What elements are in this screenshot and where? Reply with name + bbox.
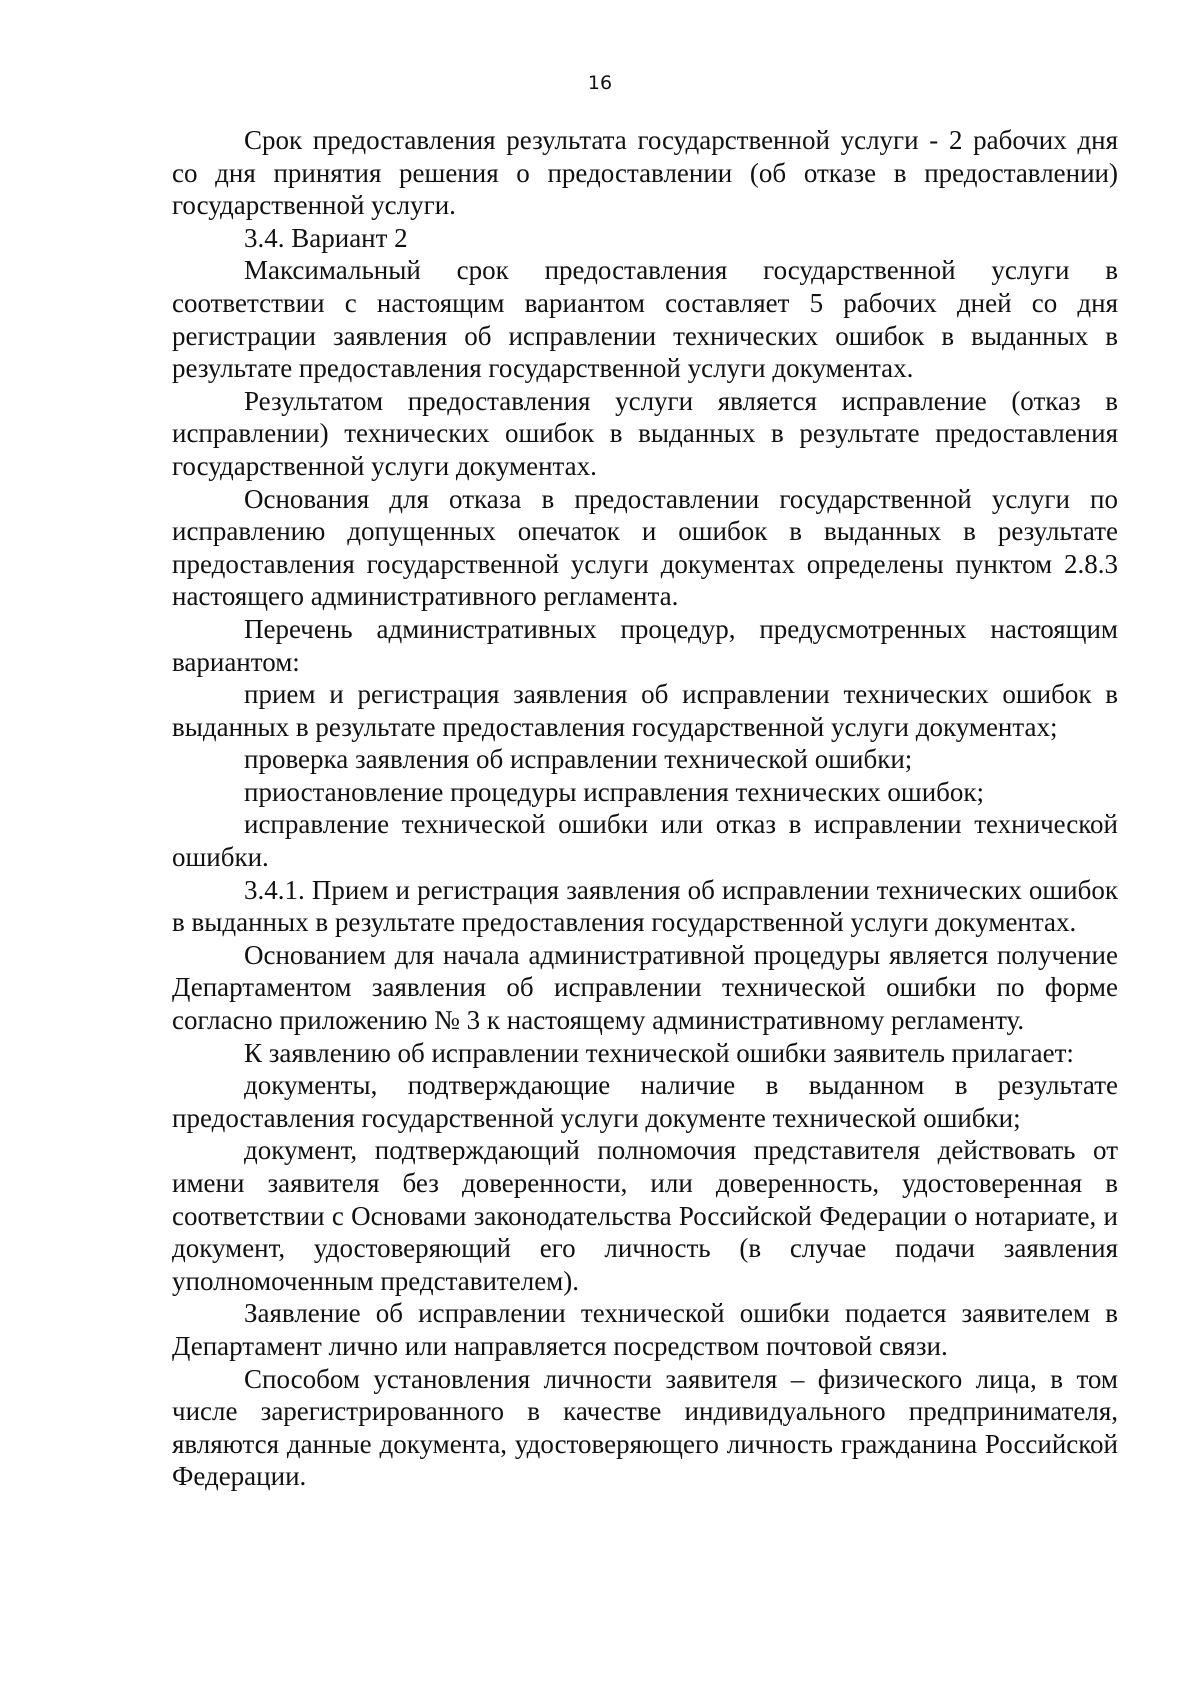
paragraph-procedure-basis: Основанием для начала административной процедуры является получение Департаментом заявления об исправлении технической ошибки по форме согласно приложению № 3 к настоящему административному регламенту. <box>172 939 1118 1036</box>
list-item-procedure-check: проверка заявления об исправлении технической ошибки; <box>244 744 913 775</box>
paragraph-max-term: Максимальный срок предоставления государственной услуги в соответствии с настоящим вариантом составляет 5 рабочих дней со дня регистрации заявления об исправлении технических ошибок в выданных в результате предоставления государственной услуги документах. <box>172 255 1118 384</box>
section-heading-3-4: 3.4. Вариант 2 <box>244 222 408 253</box>
page-number: 16 <box>587 72 613 94</box>
paragraph-result-term: Срок предоставления результата государственной услуги - 2 рабочих дня со дня принятия решения о предоставлении (об отказе в предоставлении) государственной услуги. <box>172 125 1118 221</box>
paragraph-submission-method: Заявление об исправлении технической ошибки подается заявителем в Департамент лично или направляется посредством почтовой связи. <box>172 1298 1118 1361</box>
list-item-procedure-correction: исправление технической ошибки или отказ в исправлении технической ошибки. <box>172 809 1118 873</box>
list-item-procedure-suspension: приостановление процедуры исправления технических ошибок; <box>244 776 984 807</box>
paragraph-identity-method: Способом установления личности заявителя – физического лица, в том числе зарегистрированного в качестве индивидуального предпринимателя, являются данные документа, удостоверяющего личность гражданина Российской Федерации. <box>172 1363 1118 1492</box>
paragraph-procedures-list-intro: Перечень административных процедур, предусмотренных настоящим вариантом: <box>172 613 1118 677</box>
list-item-attachment-authority: документ, подтверждающий полномочия представителя действовать от имени заявителя без доверенности, или доверенность, удостоверенная в соответствии с Основами законодательства Российской Федерации о нотариате, и документ, удостоверяющий его личность (в случае подачи заявления уполномоченным представителем). <box>172 1135 1118 1296</box>
list-item-procedure-reception: прием и регистрация заявления об исправлении технических ошибок в выданных в результате предоставления государственной услуги документах; <box>172 679 1118 742</box>
paragraph-attachments-intro: К заявлению об исправлении технической ошибки заявитель прилагает: <box>244 1037 1074 1068</box>
section-heading-3-4-1: 3.4.1. Прием и регистрация заявления об исправлении технических ошибок в выданных в результате предоставления государственной услуги документах. <box>172 874 1118 938</box>
list-item-attachment-error-proof: документы, подтверждающие наличие в выданном в результате предоставления государственной услуги документе технической ошибки; <box>172 1070 1118 1133</box>
paragraph-service-result: Результатом предоставления услуги является исправление (отказ в исправлении) технических ошибок в выданных в результате предоставления государственной услуги документах. <box>172 385 1118 481</box>
document-body <box>172 124 1118 1493</box>
paragraph-refusal-grounds: Основания для отказа в предоставлении государственной услуги по исправлению допущенных опечаток и ошибок в выданных в результате предоставления государственной услуги документах определены пунктом 2.8.3 настоящего административного регламента. <box>172 483 1118 612</box>
